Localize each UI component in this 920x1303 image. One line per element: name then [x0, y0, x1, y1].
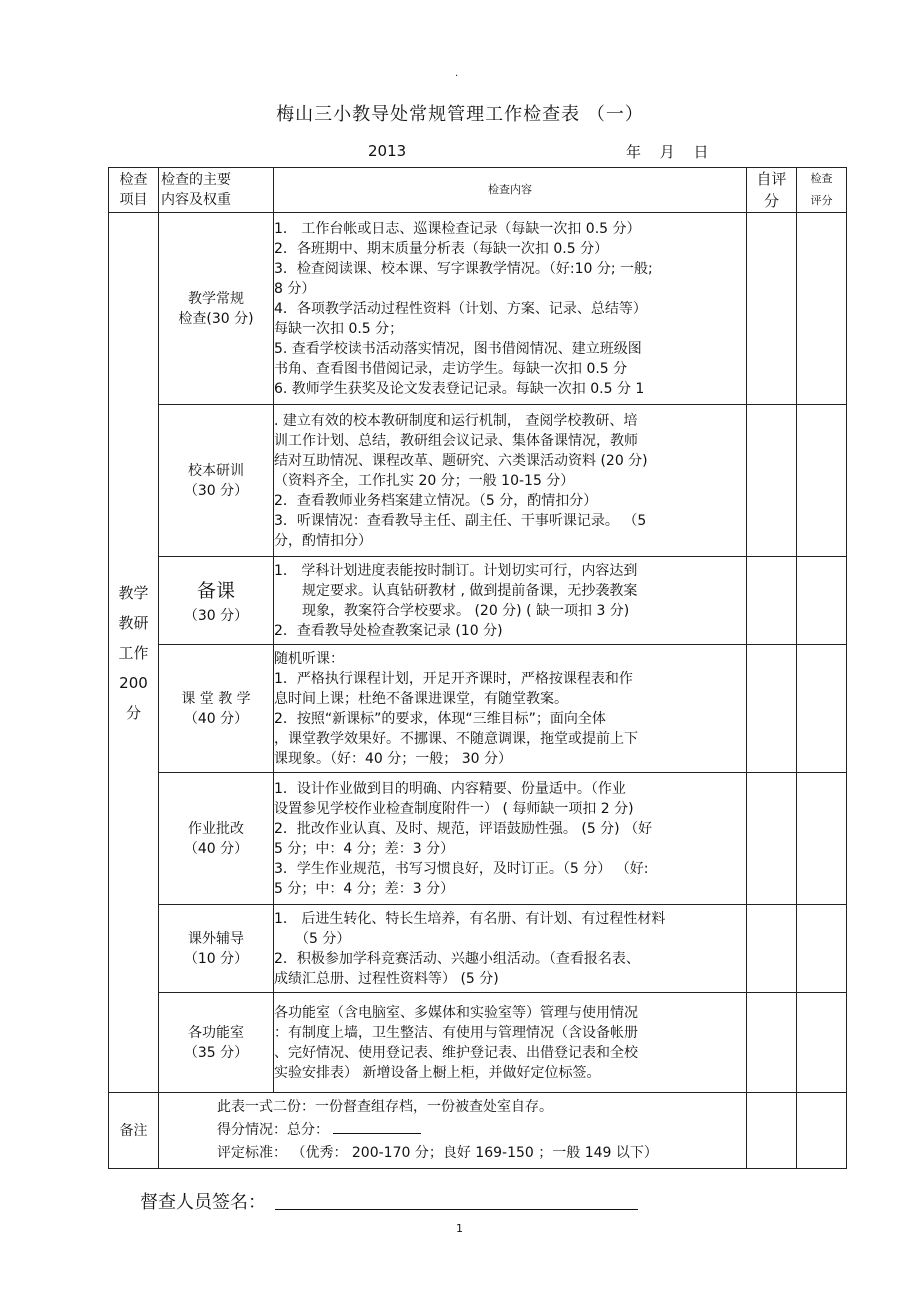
table-row: [109, 405, 847, 557]
header-self-score: 自评 分: [747, 168, 797, 213]
row-name: 备课 （30 分）: [159, 557, 274, 645]
check-score-cell[interactable]: [797, 993, 847, 1093]
table-row: [109, 993, 847, 1093]
row-name: 课 堂 教 学 （40 分）: [159, 645, 274, 773]
self-score-cell[interactable]: [747, 213, 797, 405]
self-score-cell[interactable]: [747, 405, 797, 557]
row-content: 随机听课： 1．严格执行课程计划，开足开齐课时，严格按课程表和作 息时间上课；杜绝不备课进课堂，有随堂教案。 2．按照“新课标”的要求，体现“三维目标”；面向全体 ，课堂教学效果好。不挪课、不随意调课，拖堂或提前上下 课现象。（好：40 分；一般； 30 分）: [274, 645, 747, 773]
top-mark: .: [455, 68, 459, 79]
notes-line-3: 评定标准： （优秀： 200-170 分；良好 169-150 ；一般 149 以下）: [217, 1145, 658, 1161]
self-score-cell[interactable]: [747, 773, 797, 905]
self-score-cell[interactable]: [747, 905, 797, 993]
row-name: 校本研训 （30 分）: [159, 405, 274, 557]
row-name: 各功能室 （35 分）: [159, 993, 274, 1093]
total-score-blank[interactable]: [333, 1119, 421, 1134]
row-content: 1．设计作业做到目的明确、内容精要、份量适中。（作业 设置参见学校作业检查制度附件一） ( 每师缺一项扣 2 分) 2．批改作业认真、及时、规范，评语鼓励性强。 (5 分) （好 5 分；中：4 分；差：3 分） 3．学生作业规范，书写习惯良好，及时订正。（5 分） （好: 5 分；中：4 分；差：3 分）: [274, 773, 747, 905]
header-main-content: 检查的主要 内容及权重: [159, 168, 274, 213]
self-score-cell[interactable]: [747, 645, 797, 773]
table-row: [109, 905, 847, 993]
document-title: 梅山三小教导处常规管理工作检查表 （一）: [276, 104, 644, 125]
row-content: 1． 工作台帐或日志、巡课检查记录（每缺一次扣 0.5 分） 2．各班期中、期末质量分析表（每缺一次扣 0.5 分） 3．检查阅读课、校本课、写字课教学情况。（好:10 分; 一般; 8 分） 4．各项教学活动过程性资料（计划、方案、记录、总结等） 每缺一次扣 0.5 分； 5. 查看学校读书活动落实情况，图书借阅情况、建立班级图 书角、查看图书借阅记录，走访学生。每缺一次扣 0.5 分 6. 教师学生获奖及论文发表登记记录。每缺一次扣 0.5 分 1: [274, 213, 747, 405]
header-item: 检查 项目: [109, 168, 159, 213]
check-score-cell[interactable]: [797, 645, 847, 773]
table-row: [109, 773, 847, 905]
table-row: [109, 645, 847, 773]
table-row: [109, 213, 847, 405]
check-score-cell[interactable]: [797, 905, 847, 993]
check-score-cell[interactable]: [797, 557, 847, 645]
notes-row: [109, 1093, 847, 1169]
row-name: 课外辅导 （10 分）: [159, 905, 274, 993]
row-name: 教学常规 检查(30 分): [159, 213, 274, 405]
check-score-cell[interactable]: [797, 213, 847, 405]
notes-extra-cell: [747, 1093, 797, 1169]
header-check-score: 检查 评分: [797, 168, 847, 213]
row-content: 1． 后进生转化、特长生培养，有名册、有计划、有过程性材料 （5 分） 2．积极参加学科竞赛活动、兴趣小组活动。（查看报名表、 成绩汇总册、过程性资料等） (5 分): [274, 905, 747, 993]
category-cell: 教学 教研 工作 200 分: [109, 213, 159, 1093]
notes-label: 备注: [109, 1093, 159, 1169]
check-score-cell[interactable]: [797, 773, 847, 905]
inspection-table: [108, 167, 847, 1169]
signature-line[interactable]: [275, 1209, 638, 1210]
year: 2013: [368, 142, 407, 160]
row-content: . 建立有效的校本教研制度和运行机制， 查阅学校教研、培 训工作计划、总结，教研组会议记录、集体备课情况，教师 结对互助情况、课程改革、题研究、六类课活动资料 (20 分) （资料齐全，工作扎实 20 分；一般 10-15 分） 2．查看教师业务档案建立情况。（5 分，酌情扣分） 3．听课情况：查看教导主任、副主任、干事听课记录。 （5 分，酌情扣分）: [274, 405, 747, 557]
header-row: [109, 168, 847, 213]
date-label: 年 月 日: [626, 143, 709, 161]
self-score-cell[interactable]: [747, 993, 797, 1093]
self-score-cell[interactable]: [747, 557, 797, 645]
notes-extra-cell-2: [797, 1093, 847, 1169]
page-number: 1: [456, 1222, 463, 1235]
notes-line-1: 此表一式二份：一份督查组存档，一份被查处室自存。: [217, 1099, 553, 1115]
notes-line-2: 得分情况：总分：: [217, 1119, 746, 1142]
signature-label: 督查人员签名：: [140, 1192, 266, 1213]
row-content: 各功能室（含电脑室、多媒体和实验室等）管理与使用情况 ：有制度上墙，卫生整洁、有使用与管理情况（含设备帐册 、完好情况、使用登记表、维护登记表、出借登记表和全校 实验安排表） 新增设备上橱上柜，并做好定位标签。: [274, 993, 747, 1093]
header-content: 检查内容: [274, 168, 747, 213]
row-name: 作业批改 （40 分）: [159, 773, 274, 905]
table-row: [109, 557, 847, 645]
check-score-cell[interactable]: [797, 405, 847, 557]
row-content: 1． 学科计划进度表能按时制订。计划切实可行，内容达到 规定要求。认真钻研教材 , 做到提前备课，无抄袭教案 现象，教案符合学校要求。 (20 分) ( 缺一项扣 3 分) 2．查看教导处检查教案记录 (10 分): [274, 557, 747, 645]
notes-content: [159, 1093, 747, 1169]
